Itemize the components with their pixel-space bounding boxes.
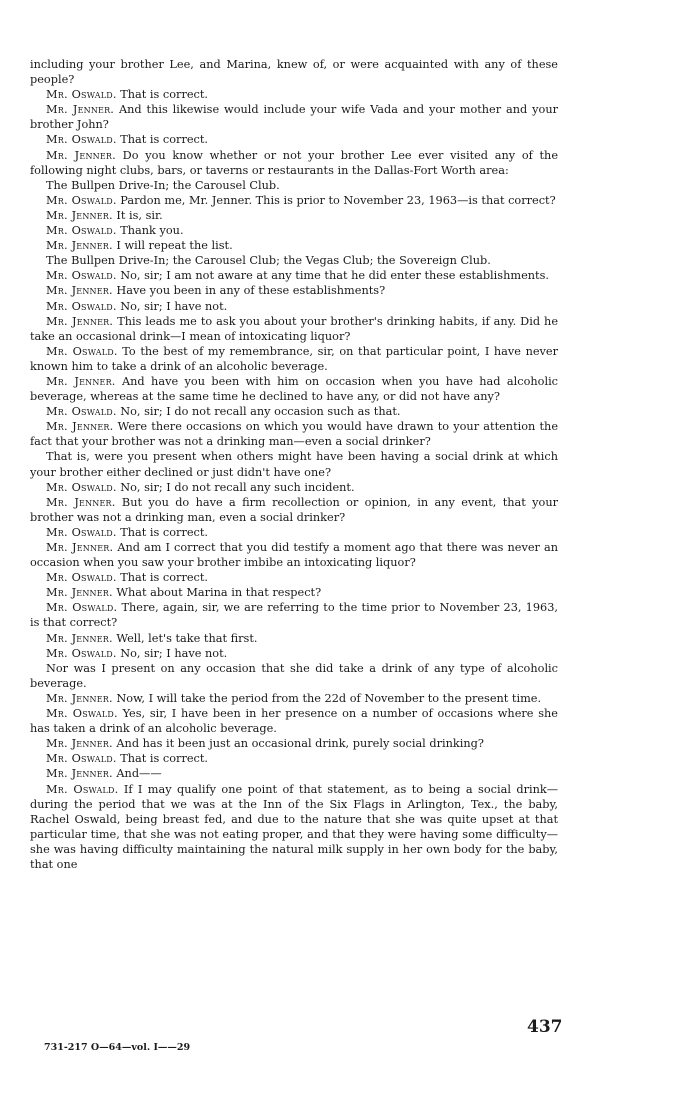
paragraph-text: This leads me to ask you about your brother's drinking habits, if any. Did he take an occasional drink—I mean of intoxicating liquor? [30, 314, 559, 343]
transcript-paragraph [30, 208, 558, 223]
paragraph-text: Nor was I present on any occasion that she did take a drink of any type of alcoholic beverage. [30, 661, 558, 690]
speaker-name: Mr. Jenner. [46, 103, 115, 117]
speaker-name: Mr. Oswald. [46, 707, 118, 721]
paragraph-text: What about Marina in that respect? [116, 586, 322, 600]
speaker-name: Mr. Oswald. [46, 344, 118, 358]
transcript-paragraph [30, 132, 558, 147]
speaker-name: Mr. Oswald. [46, 480, 117, 494]
transcript-paragraph [30, 268, 558, 283]
speaker-name: Mr. Oswald. [46, 405, 117, 419]
paragraph-text: Thank you. [120, 224, 184, 238]
speaker-name: Mr. Oswald. [46, 269, 117, 283]
transcript-paragraph [30, 404, 558, 419]
paragraph-text: And has it been just an occasional drink, purely social drinking? [116, 737, 484, 751]
speaker-name: Mr. Oswald. [46, 299, 117, 313]
transcript-paragraph [30, 238, 558, 253]
paragraph-text: Pardon me, Mr. Jenner. This is prior to November 23, 1963—is that correct? [120, 193, 556, 207]
paragraph-text: Were there occasions on which you would have drawn to your attention the fact that your brother was not a drinking man—even a social drinker? [30, 420, 559, 449]
transcript-paragraph [30, 736, 558, 751]
paragraph-text: That is correct. [120, 88, 208, 102]
transcript-paragraph [30, 691, 558, 706]
transcript-paragraph [30, 480, 558, 495]
paragraph-text: Do you know whether or not your brother Lee ever visited any of the following night clubs, bars, or taverns or restaurants in the Dallas-Fort Worth area: [30, 148, 559, 177]
paragraph-text: No, sir; I do not recall any such incident. [120, 480, 355, 494]
transcript-body [30, 57, 558, 872]
paragraph-text: That is, were you present when others might have been having a social drink at which your brother either declined or just didn't have one? [30, 450, 558, 479]
speaker-name: Mr. Jenner. [46, 374, 116, 388]
transcript-paragraph [30, 223, 558, 238]
paragraph-text: I will repeat the list. [116, 239, 233, 253]
paragraph-text: Have you been in any of these establishments? [116, 284, 386, 298]
speaker-name: Mr. Jenner. [46, 208, 113, 222]
speaker-name: Mr. Jenner. [46, 420, 114, 434]
speaker-name: Mr. Jenner. [46, 737, 113, 751]
transcript-paragraph [30, 585, 558, 600]
transcript-paragraph [30, 661, 558, 691]
paragraph-text: But you do have a firm recollection or opinion, in any event, that your brother was not a drinking man, even a social drinker? [30, 495, 559, 524]
transcript-paragraph [30, 344, 558, 374]
transcript-paragraph [30, 751, 558, 766]
paragraph-text: Now, I will take the period from the 22d of November to the present time. [116, 691, 542, 705]
paragraph-text: No, sir; I have not. [120, 646, 228, 660]
transcript-paragraph [30, 102, 558, 132]
speaker-name: Mr. Jenner. [46, 284, 113, 298]
paragraph-text: And am I correct that you did testify a moment ago that there was never an occasion when you saw your brother imbibe an intoxicating liquor? [30, 541, 559, 570]
paragraph-text: No, sir; I am not aware at any time that he did enter these establishments. [120, 269, 549, 283]
paragraph-text: That is correct. [120, 133, 208, 147]
paragraph-text: That is correct. [120, 752, 208, 766]
speaker-name: Mr. Oswald. [46, 525, 117, 539]
transcript-paragraph [30, 299, 558, 314]
speaker-name: Mr. Oswald. [46, 571, 117, 585]
transcript-paragraph [30, 283, 558, 298]
paragraph-text: It is, sir. [116, 208, 163, 222]
paragraph-text: Well, let's take that first. [116, 631, 258, 645]
speaker-name: Mr. Jenner. [46, 691, 113, 705]
transcript-paragraph [30, 766, 558, 781]
speaker-name: Mr. Jenner. [46, 541, 114, 554]
paragraph-text: And have you been with him on occasion when you have had alcoholic beverage, whereas at the same time he declined to have any, or did not have any? [30, 374, 559, 404]
speaker-name: Mr. Jenner. [46, 148, 116, 162]
paragraph-text: The Bullpen Drive-In; the Carousel Club. [46, 178, 280, 192]
paragraph-text: To the best of my remembrance, sir, on that particular point, I have never known him to take a drink of an alcoholic beverage. [30, 344, 559, 373]
paragraph-text: No, sir; I do not recall any occasion such as that. [120, 405, 401, 419]
transcript-paragraph [30, 314, 558, 344]
transcript-paragraph [30, 600, 558, 630]
speaker-name: Mr. Oswald. [46, 224, 117, 238]
speaker-name: Mr. Jenner. [46, 495, 116, 509]
transcript-paragraph [30, 631, 558, 646]
transcript-paragraph [30, 178, 558, 193]
paragraph-text: That is correct. [120, 571, 208, 585]
speaker-name: Mr. Oswald. [46, 782, 119, 796]
speaker-name: Mr. Oswald. [46, 646, 117, 660]
transcript-paragraph [30, 253, 558, 268]
transcript-paragraph [30, 57, 558, 87]
transcript-paragraph [30, 87, 558, 102]
transcript-paragraph [30, 148, 558, 178]
transcript-paragraph [30, 706, 558, 736]
speaker-name: Mr. Jenner. [46, 314, 114, 328]
page-number: 437 [527, 1017, 563, 1037]
speaker-name: Mr. Oswald. [46, 88, 117, 102]
transcript-paragraph [30, 449, 558, 479]
speaker-name: Mr. Oswald. [46, 601, 118, 615]
transcript-paragraph [30, 525, 558, 540]
paragraph-text: No, sir; I have not. [120, 299, 228, 313]
paragraph-text: The Bullpen Drive-In; the Carousel Club; the Vegas Club; the Sovereign Club. [46, 254, 491, 268]
paragraph-text: And—— [116, 767, 162, 781]
transcript-paragraph [30, 193, 558, 208]
transcript-paragraph [30, 540, 558, 570]
speaker-name: Mr. Jenner. [46, 239, 113, 253]
speaker-name: Mr. Oswald. [46, 752, 117, 766]
paragraph-text: including your brother Lee, and Marina, knew of, or were acquainted with any of these people? [30, 58, 558, 87]
speaker-name: Mr. Jenner. [46, 631, 113, 645]
speaker-name: Mr. Jenner. [46, 767, 113, 781]
paragraph-text: There, again, sir, we are referring to the time prior to November 23, 1963, is that correct? [30, 601, 559, 630]
print-footer: 731-217 O—64—vol. I——29 [44, 1042, 191, 1053]
speaker-name: Mr. Oswald. [46, 193, 117, 207]
transcript-paragraph [30, 495, 558, 525]
speaker-name: Mr. Jenner. [46, 586, 113, 600]
transcript-paragraph [30, 419, 558, 449]
speaker-name: Mr. Oswald. [46, 133, 117, 147]
transcript-paragraph [30, 570, 558, 585]
paragraph-text: That is correct. [120, 525, 208, 539]
paragraph-text: And this likewise would include your wife Vada and your mother and your brother John? [30, 103, 559, 132]
paragraph-text: Yes, sir, I have been in her presence on a number of occasions where she has taken a drink of an alcoholic beverage. [30, 707, 558, 736]
transcript-paragraph [30, 646, 558, 661]
transcript-paragraph [30, 782, 558, 873]
paragraph-text: If I may qualify one point of that statement, as to being a social drink—during the period that we was at the Inn of the Six Flags in Arlington, Tex., the baby, Rachel Oswald, being breast fed, and due to the nature that she was quite upset at that particular time, that she was not eating proper, and that they were having some difficulty—she was having difficulty maintaining the natural milk supply in her own body for the baby, that one [30, 782, 558, 871]
transcript-paragraph [30, 374, 558, 404]
